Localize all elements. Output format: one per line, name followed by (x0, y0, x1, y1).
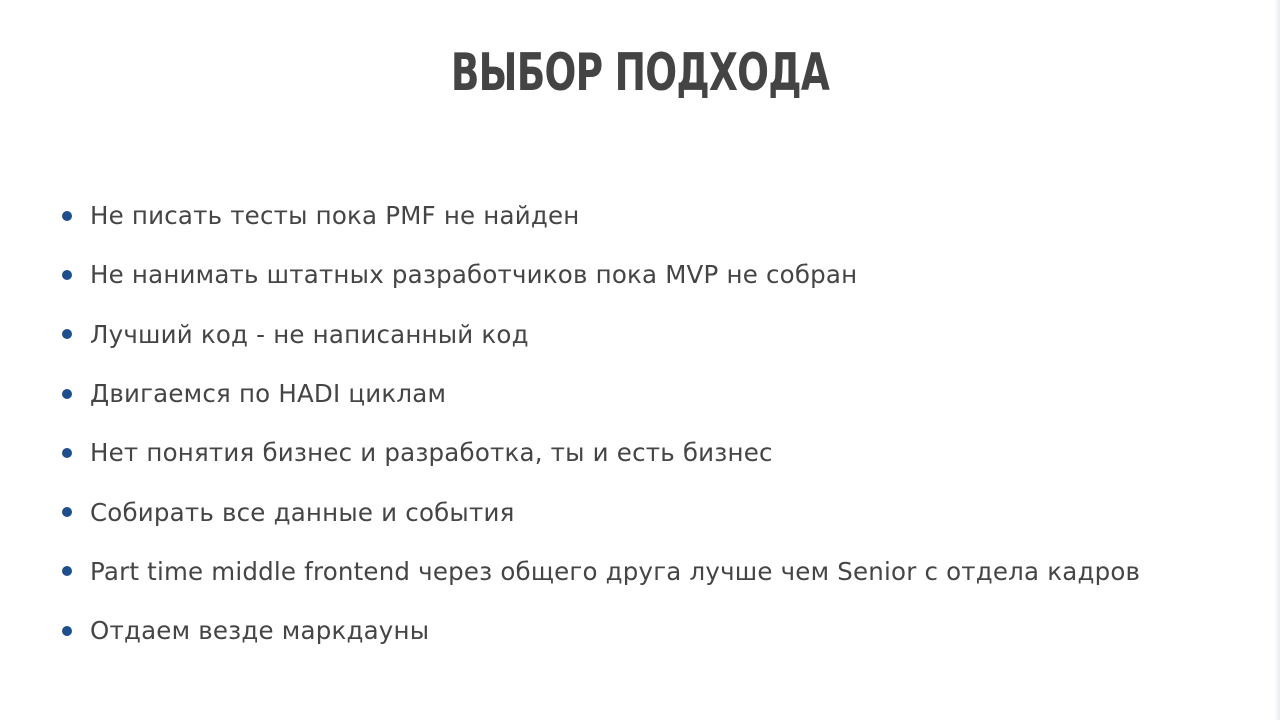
bullet-dot-icon (62, 211, 72, 221)
bullet-item (60, 542, 1140, 601)
bullet-dot-icon (62, 389, 72, 399)
bullet-dot-icon (62, 507, 72, 517)
bullet-text: Отдаем везде маркдауны (90, 616, 430, 646)
bullet-text: Не нанимать штатных разработчиков пока MVP не собран (90, 260, 858, 290)
bullet-text: Не писать тесты пока PMF не найден (90, 201, 580, 231)
slide-edge-shadow (1274, 0, 1280, 720)
bullet-item (60, 245, 1140, 304)
bullet-dot-icon (62, 626, 72, 636)
bullet-item (60, 482, 1140, 541)
bullet-item (60, 364, 1140, 423)
bullet-item (60, 423, 1140, 482)
slide-title: ВЫБОР ПОДХОДА (450, 43, 830, 103)
bullet-text: Двигаемся по HADI циклам (90, 379, 447, 409)
bullet-item (60, 305, 1140, 364)
bullet-text: Нет понятия бизнес и разработка, ты и есть бизнес (90, 438, 773, 468)
bullet-dot-icon (62, 448, 72, 458)
bullet-item (60, 186, 1140, 245)
bullet-text: Собирать все данные и события (90, 497, 515, 527)
bullet-text: Part time middle frontend через общего друга лучше чем Senior с отдела кадров (90, 556, 1141, 586)
bullet-dot-icon (62, 566, 72, 576)
bullet-dot-icon (62, 329, 72, 339)
bullet-text: Лучший код - не написанный код (90, 319, 529, 349)
bullet-list (60, 186, 1140, 660)
bullet-dot-icon (62, 270, 72, 280)
bullet-item (60, 601, 1140, 660)
